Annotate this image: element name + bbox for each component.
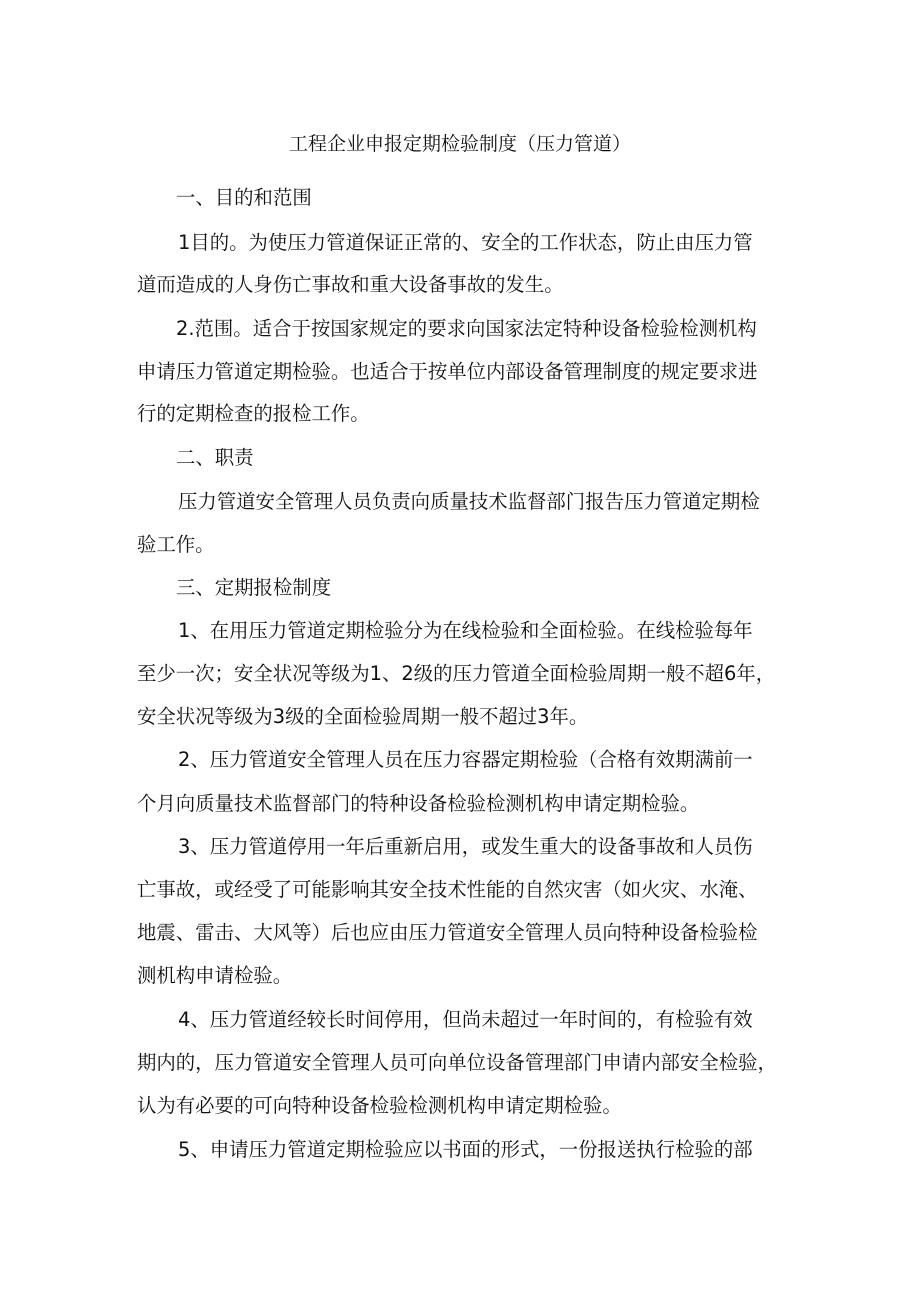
paragraph-line: 1目的。为使压力管道保证正常的、安全的工作状态，防止由压力管 — [178, 231, 753, 254]
paragraph-line: 认为有必要的可向特种设备检验检测机构申请定期检验。 — [137, 1094, 622, 1117]
paragraph-line: 个月向质量技术监督部门的特种设备检验检测机构申请定期检验。 — [137, 792, 700, 815]
paragraph-line: 2、压力管道安全管理人员在压力容器定期检验（合格有效期满前一 — [178, 748, 753, 771]
paragraph-line: 安全状况等级为3级的全面检验周期一般不超过3年。 — [137, 705, 589, 728]
heading-purpose-scope: 一、目的和范围 — [176, 186, 312, 209]
paragraph-line: 至少一次；安全状况等级为1、2级的压力管道全面检验周期一般不超6年， — [137, 662, 776, 685]
paragraph-line: 申请压力管道定期检验。也适合于按单位内部设备管理制度的规定要求进 — [137, 360, 758, 383]
paragraph-line: 测机构申请检验。 — [137, 964, 293, 987]
heading-responsibilities: 二、职责 — [176, 446, 254, 469]
paragraph-line: 地震、雷击、大风等）后也应由压力管道安全管理人员向特种设备检验检 — [137, 921, 758, 944]
paragraph-line: 验工作。 — [137, 533, 215, 556]
document-title: 工程企业申报定期检验制度（压力管道） — [288, 133, 631, 155]
paragraph-line: 1、在用压力管道定期检验分为在线检验和全面检验。在线检验每年 — [178, 619, 753, 642]
paragraph-line: 3、压力管道停用一年后重新启用，或发生重大的设备事故和人员伤 — [178, 835, 753, 858]
paragraph-line: 行的定期检查的报检工作。 — [137, 402, 370, 425]
paragraph-line: 压力管道安全管理人员负责向质量技术监督部门报告压力管道定期检 — [178, 490, 760, 513]
paragraph-line: 亡事故，或经受了可能影响其安全技术性能的自然灾害（如火灾、水淹、 — [137, 878, 758, 901]
paragraph-line: 5、申请压力管道定期检验应以书面的形式，一份报送执行检验的部 — [178, 1138, 753, 1161]
paragraph-line: 4、压力管道经较长时间停用，但尚未超过一年时间的，有检验有效 — [178, 1008, 753, 1031]
heading-inspection-system: 三、定期报检制度 — [176, 576, 332, 599]
paragraph-line: 道而造成的人身伤亡事故和重大设备事故的发生。 — [137, 273, 564, 296]
paragraph-line: 2.范围。适合于按国家规定的要求向国家法定特种设备检验检测机构 — [176, 317, 757, 340]
paragraph-line: 期内的，压力管道安全管理人员可向单位设备管理部门申请内部安全检验， — [137, 1051, 777, 1074]
